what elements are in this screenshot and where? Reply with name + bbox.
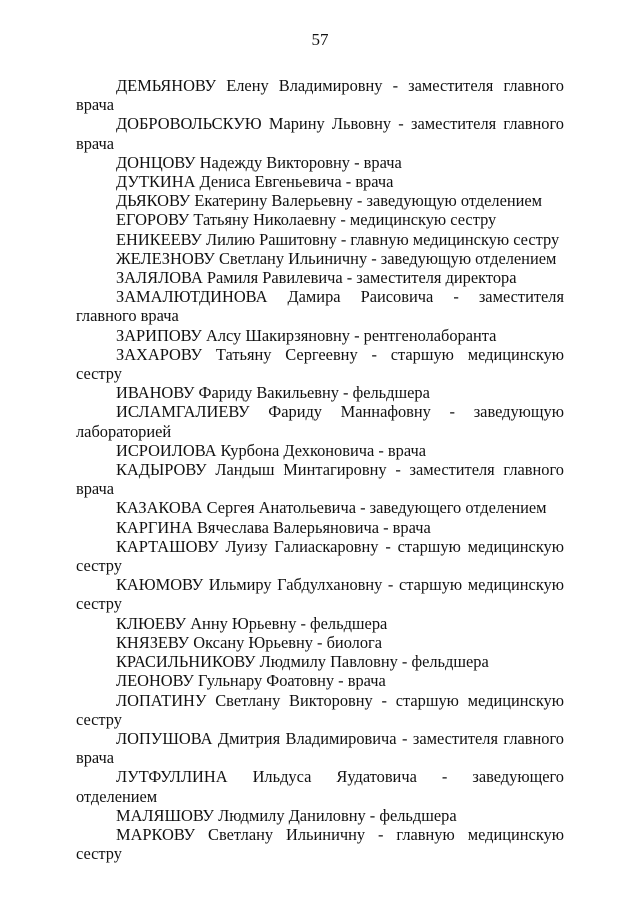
list-entry: ДУТКИНА Дениса Евгеньевича - врача: [116, 172, 394, 192]
list-entry: ДОНЦОВУ Надежду Викторовну - врача: [116, 152, 402, 172]
list-entry: ИВАНОВУ Фариду Вакильевну - фельдшера: [116, 383, 430, 403]
list-entry: ЗАМАЛЮТДИНОВА Дамира Раисовича - заместителя главного врача: [76, 287, 564, 326]
list-entry: ЕНИКЕЕВУ Лилию Рашитовну - главную медицинскую сестру: [116, 229, 560, 249]
list-entry: КАЗАКОВА Сергея Анатольевича - заведующего отделением: [116, 498, 547, 518]
page-number: 57: [311, 30, 329, 49]
list-entry: ЛУТФУЛЛИНА Ильдуса Яудатовича - заведующего отделением: [76, 767, 564, 806]
list-entry: ЗАХАРОВУ Татьяну Сергеевну - старшую медицинскую сестру: [76, 344, 564, 384]
list-entry: ДЕМЬЯНОВУ Елену Владимировну - заместителя главного врача: [76, 76, 564, 115]
appointment-list: [76, 76, 564, 863]
list-entry: ДОБРОВОЛЬСКУЮ Марину Львовну - заместителя главного врача: [76, 114, 564, 153]
list-entry: ЛОПАТИНУ Светлану Викторовну - старшую медицинскую сестру: [76, 690, 564, 729]
list-entry: КНЯЗЕВУ Оксану Юрьевну - биолога: [116, 632, 383, 652]
list-entry: КЛЮЕВУ Анну Юрьевну - фельдшера: [116, 613, 388, 633]
list-entry: ЛЕОНОВУ Гульнару Фоатовну - врача: [116, 671, 386, 691]
list-entry: КАРГИНА Вячеслава Валерьяновича - врача: [116, 517, 431, 537]
list-entry: ДЬЯКОВУ Екатерину Валерьевну - заведующую отделением: [116, 191, 543, 211]
list-entry: КРАСИЛЬНИКОВУ Людмилу Павловну - фельдшера: [116, 652, 489, 672]
list-entry: МАЛЯШОВУ Людмилу Даниловну - фельдшера: [116, 805, 457, 825]
list-entry: ЛОПУШОВА Дмитрия Владимировича - заместителя главного врача: [76, 728, 564, 768]
list-entry: КАДЫРОВУ Ландыш Минтагировну - заместителя главного врача: [76, 460, 564, 499]
list-entry: ИСЛАМГАЛИЕВУ Фариду Маннафовну - заведующую лабораторией: [76, 402, 564, 441]
list-entry: ЖЕЛЕЗНОВУ Светлану Ильиничну - заведующую отделением: [116, 248, 557, 268]
list-entry: ИСРОИЛОВА Курбона Дехконовича - врача: [116, 440, 426, 460]
list-entry: МАРКОВУ Светлану Ильиничну - главную медицинскую сестру: [76, 824, 564, 864]
list-entry: ЗАЛЯЛОВА Рамиля Равилевича - заместителя директора: [116, 268, 517, 288]
list-entry: КАРТАШОВУ Луизу Галиаскаровну - старшую медицинскую сестру: [76, 536, 564, 576]
list-entry: ЕГОРОВУ Татьяну Николаевну - медицинскую сестру: [116, 210, 497, 230]
list-entry: ЗАРИПОВУ Алсу Шакирзяновну - рентгенолаборанта: [116, 325, 497, 345]
list-entry: КАЮМОВУ Ильмиру Габдулхановну - старшую медицинскую сестру: [76, 575, 564, 614]
